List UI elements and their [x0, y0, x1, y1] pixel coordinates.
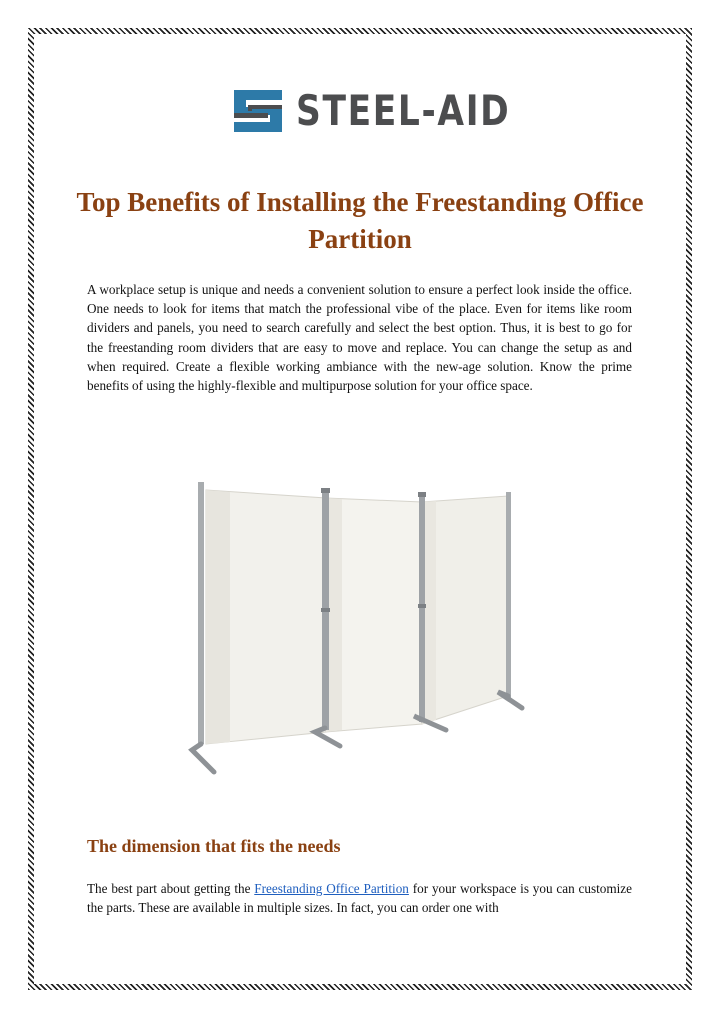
- section-text-after: for your workspace is you can customize the parts. These are available in multiple sizes. In fact, you can order one with: [87, 881, 632, 916]
- product-image: [170, 432, 552, 814]
- section-text-before: The best part about getting the: [87, 881, 255, 896]
- logo-wordmark: STEEL-AID: [296, 86, 511, 135]
- section-heading: The dimension that fits the needs: [87, 836, 341, 856]
- steel-aid-logo: [230, 86, 557, 136]
- intro-paragraph: A workplace setup is unique and needs a convenient solution to ensure a perfect look inside the office. One needs to look for items that match the professional vibe of the place. Even for items like room dividers and panels, you need to search carefully and select the best option. Thus, it is best to go for the freestanding room dividers that are easy to move and replace. You can change the setup as and when required. Create a flexible working ambiance with the new-age solution. Know the prime benefits of using the highly-flexible and multipurpose solution for your office space.: [87, 282, 632, 394]
- freestanding-office-partition-link[interactable]: Freestanding Office Partition: [254, 881, 409, 896]
- article-title: Top Benefits of Installing the Freestanding Office Partition: [76, 187, 644, 254]
- freestanding-partition-illustration: [170, 432, 552, 814]
- logo-s-mark-icon: [230, 86, 286, 136]
- section-paragraph: [87, 879, 632, 917]
